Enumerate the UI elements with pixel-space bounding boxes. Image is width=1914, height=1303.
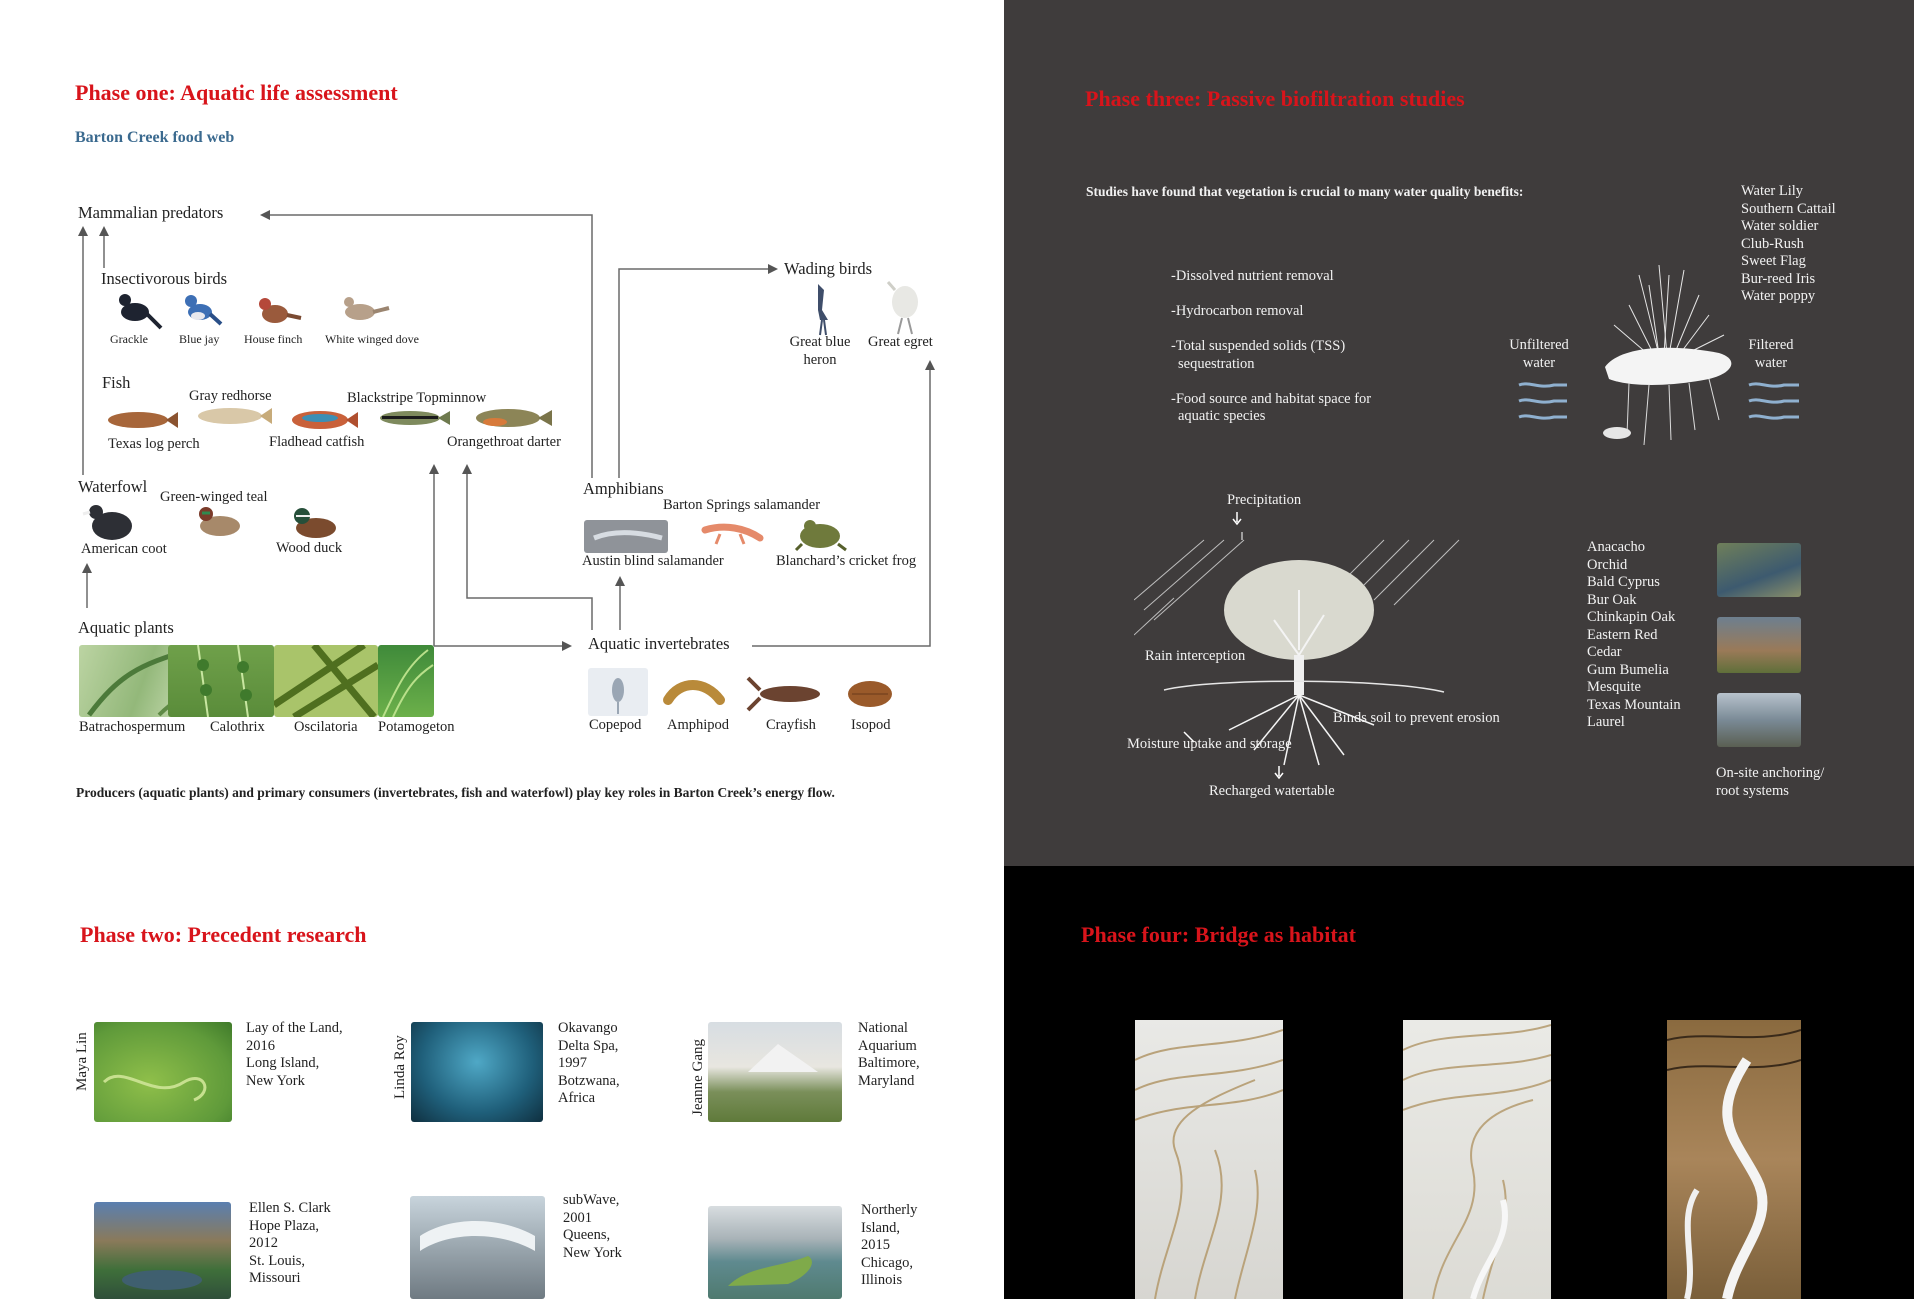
precedent-image-okavango	[411, 1022, 543, 1122]
bridge-model-1	[1135, 1020, 1283, 1299]
texas-log-perch-icon	[108, 412, 178, 428]
precedent-6-line-4: Chicago,	[861, 1254, 913, 1271]
unfiltered-line-1: Unfiltered	[1509, 337, 1569, 353]
tree-0: Anacacho	[1587, 539, 1645, 555]
isopod-icon	[848, 681, 892, 707]
fish-label-blackstripe: Blackstripe Topminnow	[347, 390, 487, 406]
benefit-4: -Food source and habitat space for	[1171, 391, 1372, 407]
food-web-subtitle: Barton Creek food web	[75, 129, 235, 146]
bird-label-white-winged-dove: White winged dove	[325, 332, 419, 346]
oscilatoria-image	[274, 645, 378, 717]
node-wading-birds: Wading birds	[784, 259, 873, 278]
precedent-5-line-3: Queens,	[563, 1227, 611, 1243]
fish-illustrations	[100, 400, 560, 436]
green-winged-teal-icon	[199, 507, 240, 536]
crayfish-icon	[748, 678, 820, 710]
phase-two-panel	[0, 866, 1004, 1299]
moisture-uptake-label: Moisture uptake and storage	[1127, 736, 1292, 752]
amphibian-label-frog: Blanchard’s cricket frog	[776, 553, 917, 569]
phase-four-title: Phase four: Bridge as habitat	[1081, 922, 1356, 947]
barton-springs-salamander-icon	[705, 527, 760, 544]
aquatic-plant-1: Southern Cattail	[1741, 200, 1836, 217]
calothrix-image	[168, 645, 274, 717]
wading-label-great-egret: Great egret	[868, 334, 933, 350]
unfiltered-flow-arrows	[1519, 384, 1567, 418]
aquatic-plant-2: Water soldier	[1741, 218, 1819, 234]
potamogeton-image	[378, 645, 434, 717]
filtered-flow-arrows	[1749, 384, 1799, 418]
binds-soil-label: Binds soil to prevent erosion	[1333, 710, 1500, 726]
tree-9: Texas Mountain	[1587, 696, 1681, 713]
orangethroat-darter-icon	[476, 409, 552, 427]
precedent-text-6	[861, 1202, 917, 1290]
precedent-6-line-2: Island,	[861, 1219, 901, 1236]
benefit-3: sequestration	[1178, 356, 1255, 372]
invertebrate-illustrations	[660, 670, 920, 720]
precedent-4-line-2: Hope Plaza,	[249, 1217, 320, 1234]
precedent-3-line-3: Baltimore,	[858, 1055, 920, 1071]
tree-species-list	[1587, 539, 1681, 732]
precedent-5-line-2: 2001	[563, 1209, 592, 1226]
precipitation-arrow	[1227, 512, 1247, 526]
precedent-2-line-3: 1997	[558, 1055, 587, 1071]
invertebrate-label-isopod: Isopod	[851, 717, 891, 733]
precedent-text-3	[858, 1020, 920, 1090]
aquatic-plant-5: Bur-reed Iris	[1741, 270, 1816, 287]
precedent-2-line-4: Botzwana,	[558, 1072, 620, 1089]
aquatic-plant-4: Sweet Flag	[1741, 253, 1806, 269]
great-blue-heron-icon	[818, 284, 828, 335]
precedent-5-line-4: New York	[563, 1244, 622, 1261]
invertebrate-label-copepod: Copepod	[589, 717, 642, 733]
great-egret-icon	[888, 282, 918, 334]
precedent-2-line-2: Delta Spa,	[558, 1037, 619, 1054]
designer-linda-roy: Linda Roy	[392, 1035, 408, 1099]
gray-redhorse-icon	[198, 408, 272, 424]
node-fish: Fish	[102, 373, 131, 392]
benefit-1: -Hydrocarbon removal	[1171, 303, 1304, 319]
waterfowl-label-american-coot: American coot	[81, 541, 167, 557]
anchoring-line-2: root systems	[1716, 782, 1789, 799]
node-aquatic-plants: Aquatic plants	[78, 618, 174, 637]
site-photo-3	[1717, 693, 1801, 747]
tree-2: Bald Cyprus	[1587, 574, 1660, 590]
wading-label-heron-1: Great blue	[789, 334, 851, 350]
precedent-4-line-1: Ellen S. Clark	[249, 1200, 331, 1216]
precedent-6-line-5: Illinois	[861, 1272, 903, 1288]
designer-maya-lin: Maya Lin	[74, 1032, 90, 1091]
phase-four-panel	[1004, 866, 1914, 1299]
precedent-4-line-4: St. Louis,	[249, 1252, 305, 1269]
amphipod-icon	[668, 685, 720, 700]
wading-bird-illustrations	[800, 280, 930, 336]
recharged-watertable-label: Recharged watertable	[1209, 783, 1335, 799]
precedent-text-5	[563, 1192, 622, 1262]
aquatic-plant-6: Water poppy	[1741, 288, 1816, 304]
recharged-arrow	[1269, 766, 1289, 780]
precedent-1-line-3: Long Island,	[246, 1055, 320, 1071]
precedent-3-line-4: Maryland	[858, 1072, 915, 1089]
tree-1: Orchid	[1587, 556, 1628, 573]
amphibian-label-barton: Barton Springs salamander	[663, 497, 821, 513]
copepod-image	[588, 668, 648, 716]
site-photo-1	[1717, 543, 1801, 597]
node-mammalian-predators: Mammalian predators	[78, 203, 224, 222]
precedent-2-line-1: Okavango	[558, 1020, 618, 1036]
precedent-3-line-1: National	[858, 1020, 908, 1036]
phase-one-panel	[0, 0, 1004, 866]
node-amphibians: Amphibians	[583, 479, 664, 498]
filtered-line-2: water	[1754, 354, 1788, 371]
precedent-image-national-aquarium	[708, 1022, 842, 1122]
bird-label-grackle: Grackle	[110, 332, 148, 346]
bridge-model-3	[1667, 1020, 1801, 1299]
waterfowl-label-green-winged-teal: Green-winged teal	[160, 489, 268, 505]
precedent-1-line-2: 2016	[246, 1037, 275, 1054]
precedent-image-hope-plaza	[94, 1202, 231, 1299]
precedent-image-northerly-island	[708, 1206, 842, 1299]
filtered-line-1: Filtered	[1748, 337, 1794, 353]
node-waterfowl: Waterfowl	[78, 477, 148, 496]
white-winged-dove-icon	[344, 297, 389, 320]
grackle-icon	[119, 294, 161, 328]
invertebrate-label-amphipod: Amphipod	[667, 717, 730, 733]
amphibian-illustrations	[700, 510, 930, 554]
precedent-1-line-4: New York	[246, 1072, 305, 1089]
tree-8: Mesquite	[1587, 679, 1641, 695]
blackstripe-topminnow-icon	[380, 411, 450, 425]
tree-7: Gum Bumelia	[1587, 661, 1669, 678]
floating-wetland-illustration	[1509, 255, 1809, 455]
plant-label-potamogeton: Potamogeton	[378, 719, 455, 735]
phase-two-title: Phase two: Precedent research	[80, 922, 367, 947]
benefit-2: -Total suspended solids (TSS)	[1171, 338, 1346, 354]
anchoring-line-1: On-site anchoring/	[1716, 765, 1825, 781]
precedent-image-subwave	[410, 1196, 545, 1299]
phase-three-title: Phase three: Passive biofiltration studies	[1085, 86, 1465, 111]
precedent-1-line-1: Lay of the Land,	[246, 1020, 343, 1036]
node-insectivorous-birds: Insectivorous birds	[101, 269, 228, 288]
anchoring-label	[1716, 765, 1824, 800]
blanchards-cricket-frog-icon	[796, 520, 846, 550]
bird-illustrations	[105, 288, 445, 332]
food-web-caption: Producers (aquatic plants) and primary consumers (invertebrates, fish and waterfowl) play key roles in Barton Creek’s energy flow.	[76, 785, 835, 800]
fladhead-catfish-icon	[292, 411, 358, 429]
precedent-4-line-5: Missouri	[249, 1270, 301, 1286]
plant-label-calothrix: Calothrix	[210, 719, 265, 735]
unfiltered-line-2: water	[1522, 354, 1556, 371]
precedent-text-2	[558, 1020, 620, 1108]
tree-4: Chinkapin Oak	[1587, 609, 1676, 625]
phase-three-panel	[1004, 0, 1914, 866]
fish-label-texas-log-perch: Texas log perch	[108, 436, 200, 452]
benefit-0: -Dissolved nutrient removal	[1171, 268, 1334, 284]
site-photo-2	[1717, 617, 1801, 673]
american-coot-icon	[83, 505, 132, 540]
rain-interception-label: Rain interception	[1145, 648, 1246, 664]
tree-6: Cedar	[1587, 644, 1622, 660]
phase-one-title: Phase one: Aquatic life assessment	[75, 80, 398, 105]
bridge-model-2	[1403, 1020, 1551, 1299]
biofiltration-intro: Studies have found that vegetation is crucial to many water quality benefits:	[1086, 184, 1524, 199]
precedent-image-lay-of-the-land	[94, 1022, 232, 1122]
wood-duck-icon	[294, 508, 336, 538]
aquatic-plant-3: Club-Rush	[1741, 235, 1804, 252]
bird-label-blue-jay: Blue jay	[179, 332, 220, 346]
fish-label-orangethroat: Orangethroat darter	[447, 434, 561, 450]
fish-label-fladhead-catfish: Fladhead catfish	[269, 434, 365, 450]
bird-label-house-finch: House finch	[244, 332, 303, 346]
precedent-6-line-3: 2015	[861, 1237, 890, 1253]
invertebrate-label-crayfish: Crayfish	[766, 717, 816, 733]
blue-jay-icon	[185, 295, 221, 324]
precedent-text-4	[249, 1200, 331, 1288]
precedent-2-line-5: Africa	[558, 1090, 596, 1106]
plant-label-oscilatoria: Oscilatoria	[294, 719, 358, 735]
fish-label-gray-redhorse: Gray redhorse	[189, 388, 272, 404]
precedent-6-line-1: Northerly	[861, 1202, 918, 1218]
plant-label-batrachospermum: Batrachospermum	[79, 719, 186, 735]
benefit-5: aquatic species	[1178, 408, 1266, 424]
node-aquatic-invertebrates: Aquatic invertebrates	[588, 634, 730, 653]
designer-jeanne-gang: Jeanne Gang	[690, 1038, 706, 1116]
precedent-3-line-2: Aquarium	[858, 1037, 917, 1054]
tree-5: Eastern Red	[1587, 626, 1658, 643]
precedent-4-line-3: 2012	[249, 1235, 278, 1251]
amphibian-label-austin: Austin blind salamander	[582, 553, 724, 569]
waterfowl-label-wood-duck: Wood duck	[276, 540, 343, 556]
tree-10: Laurel	[1587, 714, 1625, 730]
precedent-5-line-1: subWave,	[563, 1192, 620, 1208]
precedent-text-1	[246, 1020, 343, 1090]
aquatic-plant-0: Water Lily	[1741, 183, 1804, 199]
tree-3: Bur Oak	[1587, 591, 1637, 608]
austin-blind-salamander-image	[584, 520, 668, 553]
precipitation-label: Precipitation	[1227, 492, 1302, 508]
wading-label-heron-2: heron	[803, 352, 837, 368]
house-finch-icon	[259, 298, 301, 323]
